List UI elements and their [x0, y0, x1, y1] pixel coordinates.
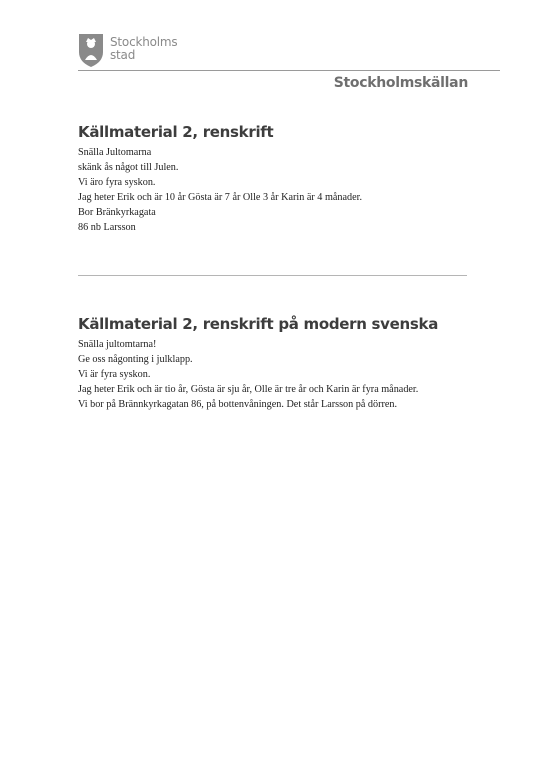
text-line: Vi är fyra syskon.	[78, 369, 151, 380]
text-line: Bor Bränkyrkagata	[78, 207, 156, 218]
section-heading: Källmaterial 2, renskrift	[78, 123, 274, 141]
logo-line-1: Stockholms	[110, 35, 178, 49]
text-line: Vi äro fyra syskon.	[78, 177, 156, 188]
section-divider	[78, 275, 467, 276]
site-name: Stockholmskällan	[333, 75, 468, 91]
text-line: Ge oss någonting i julklapp.	[78, 354, 193, 365]
text-line: Vi bor på Brännkyrkagatan 86, på bottenvåningen. Det står Larsson på dörren.	[78, 399, 398, 410]
logo-line-2: stad	[110, 48, 136, 62]
crest-icon	[78, 30, 104, 68]
section-heading: Källmaterial 2, renskrift på modern svenska	[78, 315, 439, 333]
text-line: Snälla Jultomarna	[78, 147, 152, 158]
text-line: Jag heter Erik och är tio år, Gösta är sju år, Olle är tre år och Karin är fyra månader.	[78, 384, 419, 395]
text-line: Jag heter Erik och är 10 år Gösta är 7 år Olle 3 år Karin är 4 månader.	[78, 192, 362, 203]
section-modern-svenska	[78, 314, 468, 412]
text-line: skänk ås något till Julen.	[78, 162, 179, 173]
header-divider	[78, 70, 500, 71]
text-line: 86 nb Larsson	[78, 222, 136, 233]
text-line: Snälla jultomtarna!	[78, 339, 157, 350]
section-renskrift	[78, 122, 468, 235]
stockholms-stad-logo	[78, 30, 177, 68]
